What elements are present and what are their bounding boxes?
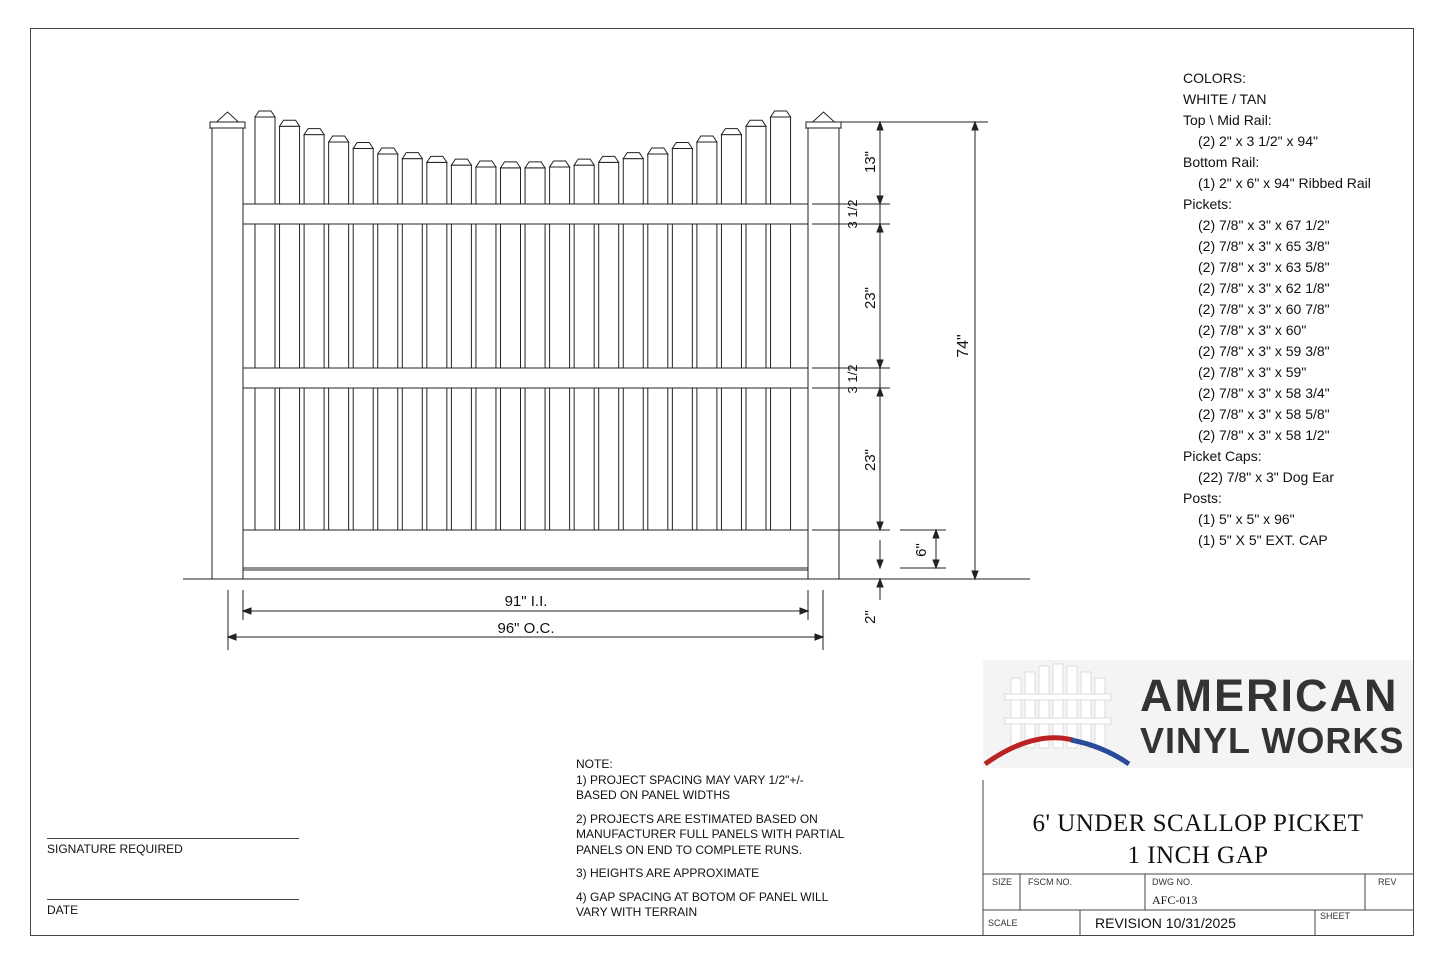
picket-cap (255, 111, 275, 117)
revision-date: REVISION 10/31/2025 (1095, 915, 1236, 931)
dim-bottom-rail: 6" (913, 543, 930, 557)
logo-text-vinyl-works: VINYL WORKS (1140, 720, 1405, 761)
arrow-head (972, 122, 978, 130)
note-line: VARY WITH TERRAIN (576, 905, 698, 919)
post-cap-base (210, 122, 245, 128)
picket-cap (550, 161, 570, 167)
note-item (576, 890, 844, 921)
date-line (47, 899, 299, 900)
note-line: 2) PROJECTS ARE ESTIMATED BASED ON (576, 811, 818, 826)
picket-cap (525, 162, 545, 168)
picket-cap (427, 156, 447, 162)
picket-cap (329, 136, 349, 142)
materials-list-item: (2) 7/8" x 3" x 58 3/4" (1198, 385, 1330, 401)
date-label: DATE (47, 903, 79, 917)
dwg-label: DWG NO. (1152, 877, 1193, 887)
picket-cap (721, 129, 741, 135)
materials-list-item: (2) 7/8" x 3" x 59 3/8" (1198, 343, 1330, 359)
drawing-title-line2: 1 INCH GAP (1127, 842, 1269, 869)
materials-list (1183, 68, 1371, 551)
dwg-number: AFC-013 (1152, 893, 1198, 907)
picket (329, 142, 349, 530)
arrow-head (877, 579, 883, 587)
note-line: MANUFACTURER FULL PANELS WITH PARTIAL (576, 827, 845, 841)
materials-list-item: (2) 7/8" x 3" x 60" (1198, 322, 1307, 338)
note-item (576, 812, 844, 859)
bottom-rail (243, 530, 808, 568)
arrow-head (877, 122, 883, 130)
materials-list-item: Pickets: (1183, 196, 1233, 212)
dim-top-gap: 13" (862, 150, 879, 174)
picket (721, 135, 741, 530)
picket-cap (501, 162, 521, 168)
picket (280, 126, 300, 530)
arrow-head (933, 560, 939, 568)
notes-block (576, 757, 844, 921)
materials-list-item: (1) 5" X 5" EXT. CAP (1198, 532, 1328, 548)
arrow-head (933, 530, 939, 538)
arrow-head (815, 634, 823, 640)
picket (771, 117, 791, 530)
dim-inside-width: 91" I.I. (504, 593, 548, 610)
rev-label: REV (1378, 877, 1397, 887)
materials-list-item: Top \ Mid Rail: (1183, 112, 1272, 128)
materials-list-item: (2) 7/8" x 3" x 65 3/8" (1198, 238, 1330, 254)
picket (697, 142, 717, 530)
fscm-label: FSCM NO. (1028, 877, 1072, 887)
picket (304, 135, 324, 530)
arrow-head (877, 560, 883, 568)
arrow-head (243, 608, 251, 614)
picket-cap (672, 142, 692, 148)
arrow-head (877, 522, 883, 530)
dim-ground-clearance: 2" (862, 610, 879, 624)
picket-cap (574, 159, 594, 165)
materials-list-item: (2) 7/8" x 3" x 62 1/8" (1198, 280, 1330, 296)
arrow-head (228, 634, 236, 640)
note-item (576, 866, 844, 882)
materials-list-item: Picket Caps: (1183, 448, 1262, 464)
note-line: 4) GAP SPACING AT BOTOM OF PANEL WILL (576, 889, 829, 904)
arrow-head (877, 224, 883, 232)
materials-list-item: (2) 7/8" x 3" x 63 5/8" (1198, 259, 1330, 275)
picket-cap (476, 161, 496, 167)
picket-cap (378, 148, 398, 154)
materials-list-item: (22) 7/8" x 3" Dog Ear (1198, 469, 1335, 485)
picket-cap (304, 129, 324, 135)
picket-cap (280, 120, 300, 126)
dim-overall-height: 74" (955, 334, 972, 358)
materials-list-item: (1) 2" x 6" x 94" Ribbed Rail (1198, 175, 1371, 191)
size-label: SIZE (992, 877, 1013, 887)
note-line: 1) PROJECT SPACING MAY VARY 1/2"+/- (576, 772, 804, 787)
signature-label: SIGNATURE REQUIRED (47, 842, 183, 856)
materials-list-item: Bottom Rail: (1183, 154, 1260, 170)
signature-line (47, 838, 299, 839)
materials-list-item: (2) 7/8" x 3" x 58 1/2" (1198, 427, 1330, 443)
materials-list-item: COLORS: (1183, 70, 1247, 86)
notes-heading: NOTE: (576, 757, 613, 771)
materials-list-item: (2) 2" x 3 1/2" x 94" (1198, 133, 1318, 149)
note-line: 3) HEIGHTS ARE APPROXIMATE (576, 866, 760, 880)
arrow-head (877, 388, 883, 396)
fence-post (212, 128, 243, 579)
note-line: BASED ON PANEL WIDTHS (576, 788, 731, 802)
picket-cap (697, 136, 717, 142)
post-cap-base (806, 122, 841, 128)
note-line: PANELS ON END TO COMPLETE RUNS. (576, 842, 803, 857)
arrow-head (800, 608, 808, 614)
materials-list-item: (2) 7/8" x 3" x 59" (1198, 364, 1307, 380)
logo-text-american: AMERICAN (1140, 670, 1399, 721)
picket-cap (771, 111, 791, 117)
picket-cap (353, 142, 373, 148)
mid-rail (243, 368, 808, 388)
picket-cap (599, 156, 619, 162)
picket (746, 126, 766, 530)
arrow-head (972, 571, 978, 579)
picket-cap (648, 148, 668, 154)
materials-list-item: (2) 7/8" x 3" x 58 5/8" (1198, 406, 1330, 422)
fence-post (808, 128, 839, 579)
top-rail (243, 204, 808, 224)
picket-cap (402, 153, 422, 159)
picket (255, 117, 275, 530)
picket-cap (451, 159, 471, 165)
dim-on-center-width: 96" O.C. (497, 620, 555, 637)
drawing-title-line1: 6' UNDER SCALLOP PICKET (1032, 810, 1364, 837)
dim-top-rail: 3 1/2 (845, 199, 860, 229)
materials-list-item: (1) 5" x 5" x 96" (1198, 511, 1295, 527)
picket-cap (623, 153, 643, 159)
fence-panel (183, 111, 1030, 579)
scale-label: SCALE (988, 918, 1018, 928)
dim-lower-section: 23" (862, 448, 879, 472)
sheet-label: SHEET (1320, 911, 1351, 921)
dim-upper-section: 23" (862, 286, 879, 310)
materials-list-item: WHITE / TAN (1183, 91, 1267, 107)
dim-mid-rail: 3 1/2 (845, 364, 860, 394)
materials-list-item: (2) 7/8" x 3" x 67 1/2" (1198, 217, 1330, 233)
arrow-head (877, 360, 883, 368)
note-item (576, 773, 844, 804)
materials-list-item: (2) 7/8" x 3" x 60 7/8" (1198, 301, 1330, 317)
materials-list-item: Posts: (1183, 490, 1222, 506)
picket-cap (746, 120, 766, 126)
arrow-head (877, 196, 883, 204)
